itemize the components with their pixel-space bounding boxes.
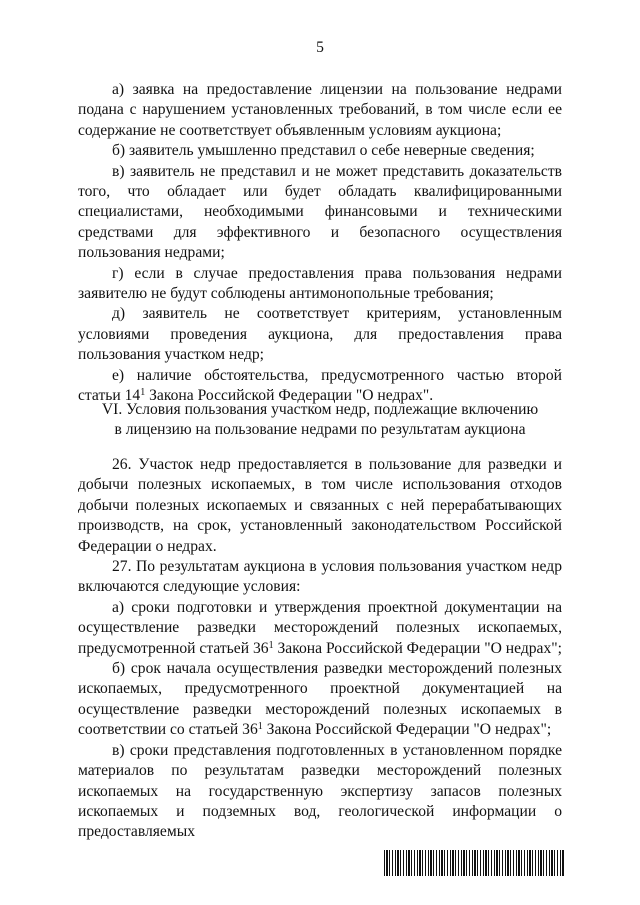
item-g: г) если в случае предоставления права пользования недрами заявителю не будут соблюдены антимонопольные требования; bbox=[78, 264, 562, 303]
paragraph-27: 27. По результатам аукциона в условия пользования участком недр включаются следующие условия: bbox=[78, 558, 562, 596]
condition-b-text: б) срок начала осуществления разведки месторождений полезных ископаемых, предусмотренного проектной документацией на осуществление разведки месторождений полезных ископаемых в соответствии со статьей 36 bbox=[78, 660, 562, 739]
item-e-superscript: 1 bbox=[140, 387, 146, 399]
condition-a-superscript: 1 bbox=[268, 639, 274, 651]
condition-b bbox=[78, 659, 562, 741]
section-grounds-for-refusal bbox=[78, 80, 562, 407]
item-b: б) заявитель умышленно представил о себе неверные сведения; bbox=[112, 142, 535, 160]
condition-a bbox=[78, 598, 562, 659]
condition-a-text: а) сроки подготовки и утверждения проектной документации на осуществление разведки месторождений полезных ископаемых, предусмотренной статьей 36 bbox=[78, 598, 562, 657]
barcode bbox=[384, 850, 564, 876]
section-conditions bbox=[78, 455, 562, 843]
section-heading bbox=[78, 400, 562, 441]
condition-a-text-end: Закона Российской Федерации "О недрах"; bbox=[273, 639, 562, 657]
paragraph-26: 26. Участок недр предоставляется в пользование для разведки и добычи полезных ископаемых, в том числе использования отходов добычи полезных ископаемых и связанных с ней перерабатывающих производств, на срок, установленный законодательством Российской Федерации о недрах. bbox=[78, 456, 562, 555]
item-d: д) заявитель не соответствует критериям, установленным условиями проведения аукциона, для предоставления права пользования участком недр; bbox=[78, 305, 562, 364]
heading-line-1: VI. Условия пользования участком недр, подлежащие включению bbox=[101, 401, 539, 418]
heading-line-2: в лицензию на пользование недрами по результатам аукциона bbox=[114, 421, 526, 439]
item-e-text-end: Закона Российской Федерации "О недрах". bbox=[145, 387, 434, 405]
item-e-text: е) наличие обстоятельства, предусмотренного частью второй статьи 14 bbox=[78, 366, 562, 405]
condition-b-superscript: 1 bbox=[257, 721, 263, 733]
item-a: а) заявка на предоставление лицензии на пользование недрами подана с нарушением установленных требований, в том числе если ее содержание не соответствует объявленным условиям аукциона; bbox=[78, 81, 562, 139]
condition-b-text-end: Закона Российской Федерации "О недрах"; bbox=[262, 721, 552, 739]
item-v: в) заявитель не представил и не может представить доказательств того, что обладает или будет обладать квалифицированными специалистами, необходимыми финансовыми и техническими средствами для эффективного и безопасного осуществления пользования недрами; bbox=[78, 162, 562, 262]
condition-v: в) сроки представления подготовленных в установленном порядке материалов по результатам разведки месторождений полезных ископаемых на государственную экспертизу запасов полезных ископаемых и подземных вод, геологической информации о предоставляемых bbox=[78, 741, 562, 841]
page-number: 5 bbox=[316, 39, 324, 56]
